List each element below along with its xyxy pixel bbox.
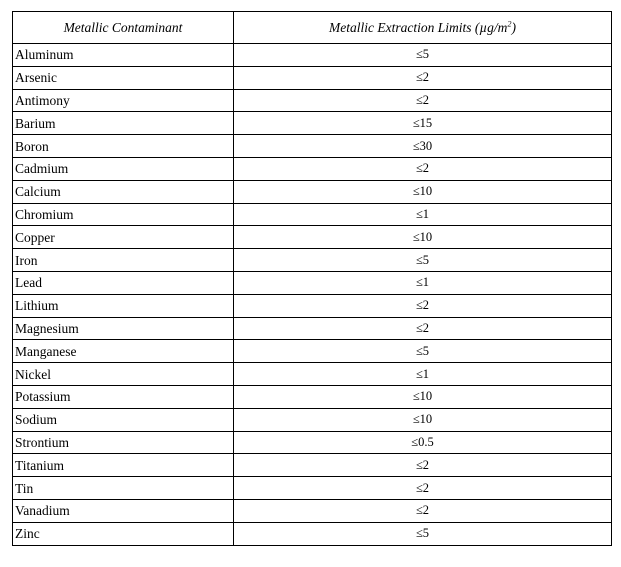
header-extraction-limits-text: Metallic Extraction Limits (µg/m [329,19,508,35]
extraction-limit-cell: ≤0.5 [234,431,612,454]
header-closing-paren: ) [511,19,516,35]
extraction-limit-cell: ≤2 [234,66,612,89]
metal-name-cell: Zinc [13,522,234,545]
header-row [13,12,612,44]
table-row [13,249,612,272]
extraction-limit-cell: ≤10 [234,385,612,408]
extraction-limit-cell: ≤2 [234,454,612,477]
table-row [13,363,612,386]
metal-limits-table [12,11,612,546]
table-row [13,66,612,89]
metal-name-cell: Lithium [13,294,234,317]
table-row [13,271,612,294]
header-metallic-contaminant: Metallic Contaminant [13,12,234,44]
table-row [13,226,612,249]
extraction-limit-cell: ≤2 [234,89,612,112]
metal-name-cell: Tin [13,477,234,500]
metal-name-cell: Arsenic [13,66,234,89]
table-row [13,408,612,431]
extraction-limit-cell: ≤30 [234,135,612,158]
metal-name-cell: Boron [13,135,234,158]
table-row [13,135,612,158]
table-row [13,203,612,226]
extraction-limit-cell: ≤2 [234,477,612,500]
extraction-limit-cell: ≤2 [234,157,612,180]
extraction-limit-cell: ≤2 [234,317,612,340]
extraction-limit-cell: ≤2 [234,499,612,522]
metal-name-cell: Cadmium [13,157,234,180]
table-row [13,454,612,477]
metal-name-cell: Nickel [13,363,234,386]
table-row [13,89,612,112]
table-row [13,431,612,454]
extraction-limit-cell: ≤1 [234,271,612,294]
table-row [13,340,612,363]
table-row [13,385,612,408]
metal-name-cell: Magnesium [13,317,234,340]
table-row [13,522,612,545]
metal-name-cell: Titanium [13,454,234,477]
extraction-limit-cell: ≤5 [234,340,612,363]
metal-name-cell: Vanadium [13,499,234,522]
table-row [13,180,612,203]
metal-name-cell: Antimony [13,89,234,112]
metal-name-cell: Chromium [13,203,234,226]
extraction-limit-cell: ≤1 [234,203,612,226]
metal-name-cell: Sodium [13,408,234,431]
metal-name-cell: Aluminum [13,44,234,67]
metal-name-cell: Calcium [13,180,234,203]
table-row [13,477,612,500]
extraction-limit-cell: ≤15 [234,112,612,135]
extraction-limit-cell: ≤5 [234,249,612,272]
extraction-limit-cell: ≤10 [234,180,612,203]
table-row [13,112,612,135]
header-unit-superscript: 2 [507,19,512,28]
extraction-limit-cell: ≤5 [234,44,612,67]
metal-name-cell: Manganese [13,340,234,363]
extraction-limit-cell: ≤10 [234,226,612,249]
table-row [13,157,612,180]
table-row [13,44,612,67]
table-row [13,294,612,317]
metal-name-cell: Copper [13,226,234,249]
extraction-limit-cell: ≤5 [234,522,612,545]
header-extraction-limits [234,12,612,44]
metal-name-cell: Strontium [13,431,234,454]
metal-name-cell: Iron [13,249,234,272]
extraction-limit-cell: ≤10 [234,408,612,431]
metal-name-cell: Barium [13,112,234,135]
table-row [13,499,612,522]
extraction-limit-cell: ≤2 [234,294,612,317]
metal-name-cell: Potassium [13,385,234,408]
metal-name-cell: Lead [13,271,234,294]
extraction-limit-cell: ≤1 [234,363,612,386]
table-row [13,317,612,340]
